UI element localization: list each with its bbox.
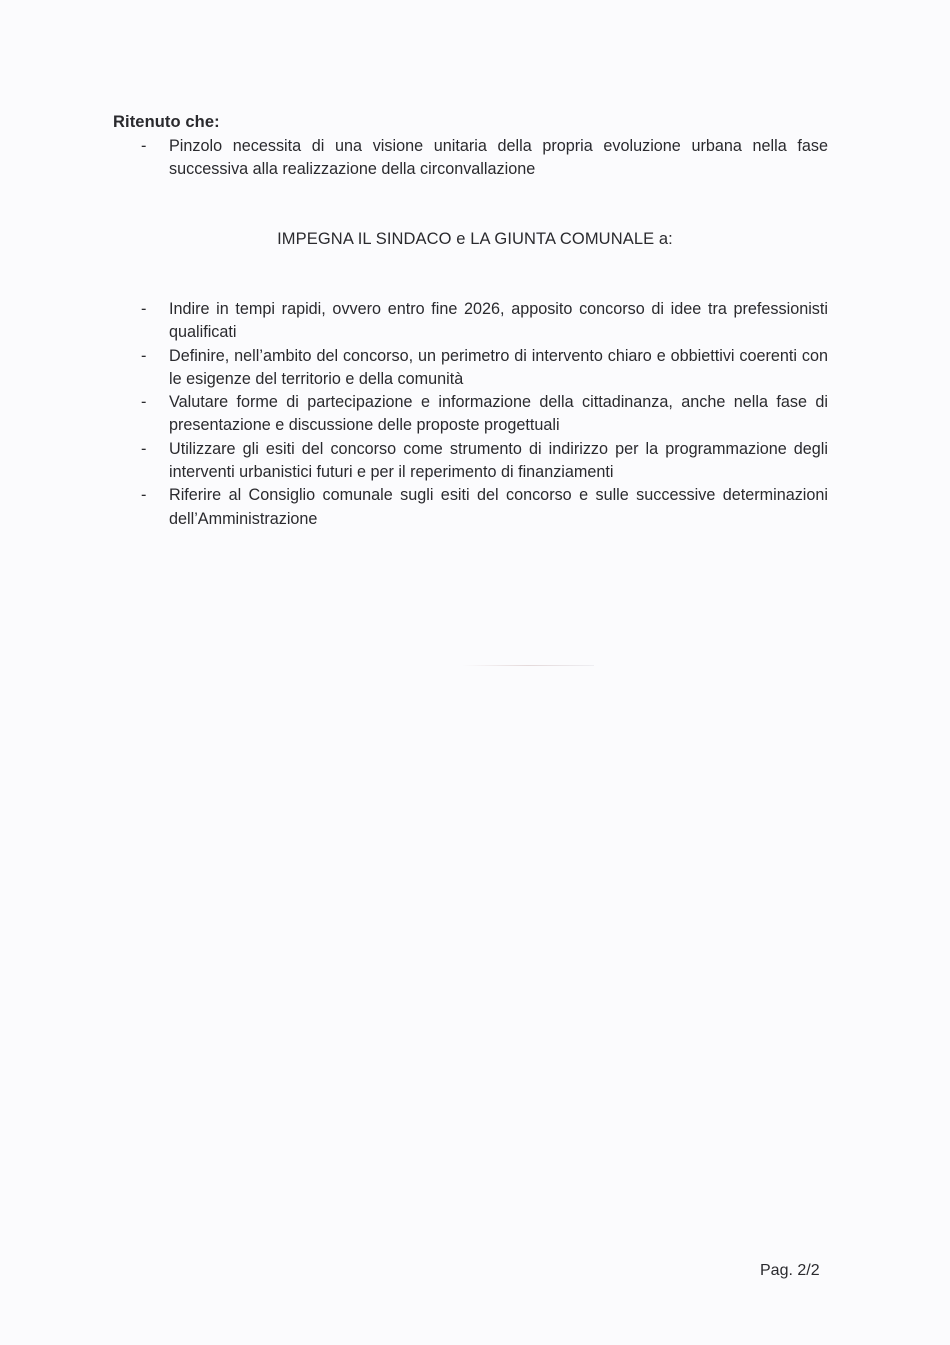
- bullet-dash: -: [141, 346, 147, 365]
- list-item: [136, 484, 828, 531]
- commitment-heading: IMPEGNA IL SINDACO e LA GIUNTA COMUNALE a:: [277, 230, 673, 248]
- list-item: [136, 298, 828, 345]
- premise-list: [136, 135, 828, 182]
- list-item-text: Pinzolo necessita di una visione unitaria della propria evoluzione urbana nella fase successiva alla realizzazione della circonvallazione: [169, 137, 828, 179]
- list-item-text: Riferire al Consiglio comunale sugli esiti del concorso e sulle successive determinazioni dell’Amministrazione: [169, 486, 828, 528]
- bullet-dash: -: [141, 439, 147, 458]
- list-item: [136, 391, 828, 438]
- list-item: [136, 438, 828, 485]
- list-item: [136, 345, 828, 392]
- list-item: [136, 135, 828, 182]
- premise-heading: Ritenuto che:: [113, 113, 220, 131]
- list-item-text: Valutare forme di partecipazione e informazione della cittadinanza, anche nella fase di presentazione e discussione delle proposte progettuali: [169, 393, 828, 435]
- list-item-text: Definire, nell’ambito del concorso, un perimetro di intervento chiaro e obbiettivi coerenti con le esigenze del territorio e della comunità: [169, 346, 828, 388]
- bullet-dash: -: [141, 486, 147, 505]
- bullet-dash: -: [141, 393, 147, 412]
- list-item-text: Indire in tempi rapidi, ovvero entro fine 2026, apposito concorso di idee tra prefessionisti qualificati: [169, 300, 828, 342]
- scan-artifact-line: [462, 665, 594, 666]
- page-number: Pag. 2/2: [760, 1262, 820, 1279]
- commitment-list: [136, 298, 828, 531]
- bullet-dash: -: [141, 137, 147, 155]
- list-item-text: Utilizzare gli esiti del concorso come strumento di indirizzo per la programmazione degli interventi urbanistici futuri e per il reperimento di finanziamenti: [169, 439, 828, 482]
- bullet-dash: -: [141, 300, 147, 318]
